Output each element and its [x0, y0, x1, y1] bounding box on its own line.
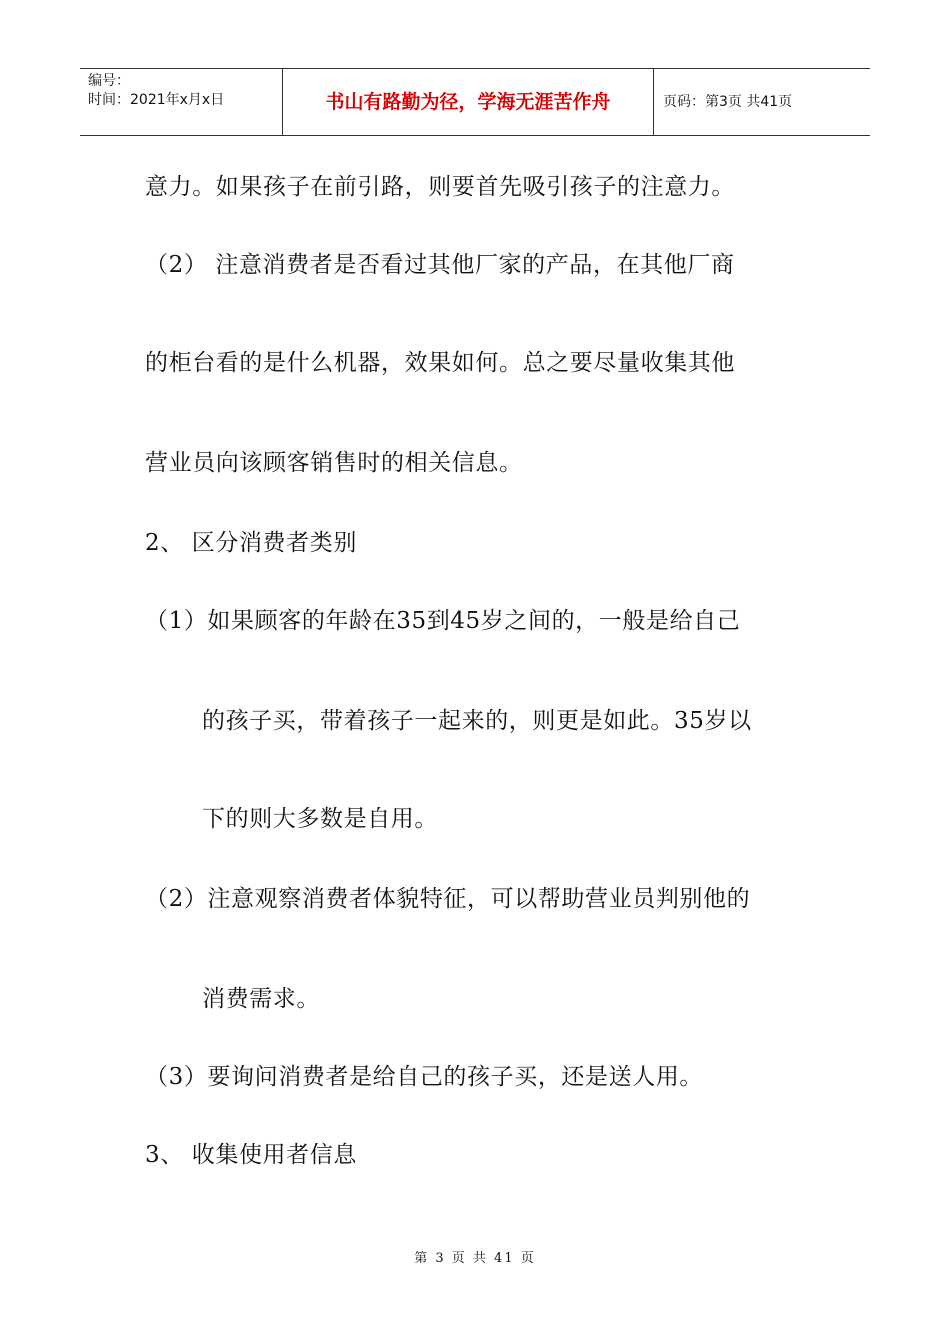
body-line: （2）注意观察消费者体貌特征，可以帮助营业员判别他的 [145, 886, 751, 912]
section-heading: 3、 收集使用者信息 [145, 1142, 357, 1168]
header-info-cell [80, 69, 282, 135]
body-line: （3）要询问消费者是给自己的孩子买，还是送人用。 [145, 1064, 704, 1090]
header-motto: 书山有路勤为径，学海无涯苦作舟 [282, 69, 654, 135]
body-line: 的孩子买，带着孩子一起来的，则更是如此。35岁以 [202, 708, 752, 734]
body-line: 的柜台看的是什么机器，效果如何。总之要尽量收集其他 [145, 350, 735, 376]
body-line: 营业员向该顾客销售时的相关信息。 [145, 450, 523, 476]
body-line: （2） 注意消费者是否看过其他厂家的产品，在其他厂商 [145, 252, 735, 278]
body-line: 意力。如果孩子在前引路，则要首先吸引孩子的注意力。 [145, 174, 735, 200]
body-line: （1）如果顾客的年龄在35到45岁之间的，一般是给自己 [145, 608, 741, 634]
body-line: 消费需求。 [202, 986, 320, 1012]
document-time-label: 时间：2021年x月x日 [88, 92, 225, 108]
section-heading: 2、 区分消费者类别 [145, 530, 357, 556]
page-header [80, 68, 870, 136]
header-page-code: 页码：第3页 共41页 [663, 94, 793, 110]
body-line: 下的则大多数是自用。 [202, 806, 438, 832]
page-footer: 第 3 页 共 41 页 [414, 1251, 536, 1266]
document-number-label: 编号： [88, 73, 130, 89]
